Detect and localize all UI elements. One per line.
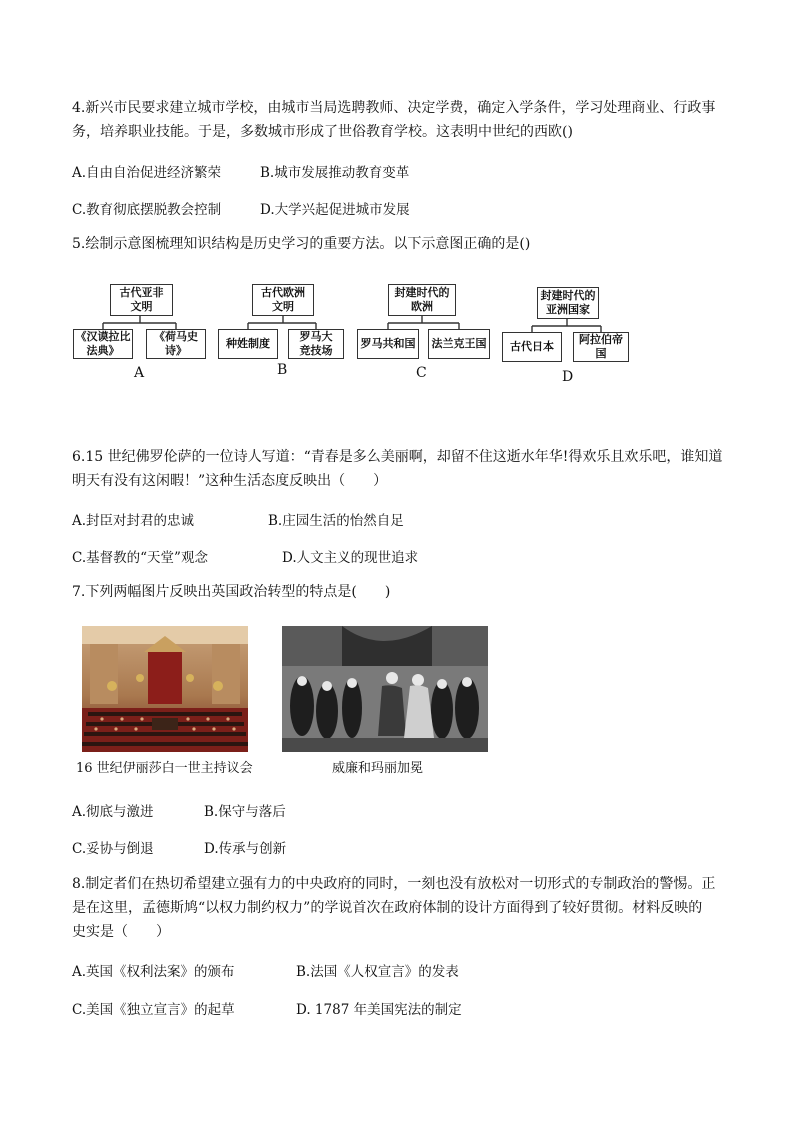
q6-option-a[interactable]: A.封臣对封君的忠诚	[72, 513, 195, 529]
q4-option-d[interactable]: D.大学兴起促进城市发展	[260, 202, 410, 218]
q4-option-c[interactable]: C.教育彻底摆脱教会控制	[72, 202, 222, 218]
q7-option-c[interactable]: C.妥协与倒退	[72, 841, 154, 857]
q4-stem-line2: 务，培养职业技能。于是，多数城市形成了世俗教育学校。这表明中世纪的西欧()	[72, 124, 573, 140]
diagram-d-right-box: 阿拉伯帝国	[573, 332, 629, 362]
q7-option-b[interactable]: B.保守与落后	[204, 804, 286, 820]
q8-option-d[interactable]: D. 1787 年美国宪法的制定	[296, 1002, 462, 1018]
q8-option-a[interactable]: A.英国《权利法案》的颁布	[72, 964, 235, 980]
q6-stem-line2: 明天有没有这闲暇！”这种生活态度反映出（ ）	[72, 473, 388, 489]
q8-stem-line3: 史实是（ ）	[72, 924, 170, 940]
coronation-engraving-image	[282, 626, 488, 752]
q6-stem-line1: 6.15 世纪佛罗伦萨的一位诗人写道：“青春是多么美丽啊，却留不住这逝水年华!得欢乐且欢乐吧，谁知道	[72, 449, 723, 465]
q8-stem-line1: 8.制定者们在热切希望建立强有力的中央政府的同时，一刻也没有放松对一切形式的专制政治的警惕。正	[72, 876, 716, 892]
diagram-a-label[interactable]: A	[134, 365, 145, 381]
q7-option-a[interactable]: A.彻底与激进	[72, 804, 154, 820]
diagram-d-left-box: 古代日本	[502, 332, 562, 362]
diagram-b-left-box: 种姓制度	[218, 329, 278, 359]
q4-option-a[interactable]: A.自由自治促进经济繁荣	[72, 165, 222, 181]
q7-stem-line1: 7.下列两幅图片反映出英国政治转型的特点是( )	[72, 584, 391, 600]
diagram-d-label[interactable]: D	[562, 369, 574, 385]
diagram-a-top-box: 古代亚非 文明	[110, 284, 173, 316]
diagram-b-top-box: 古代欧洲 文明	[252, 284, 314, 316]
q5-stem-line1: 5.绘制示意图梳理知识结构是历史学习的重要方法。以下示意图正确的是()	[72, 236, 531, 252]
diagram-c-top-box: 封建时代的 欧洲	[388, 284, 456, 316]
diagram-b-label[interactable]: B	[277, 362, 288, 378]
diagram-a-right-box: 《荷马史诗》	[146, 329, 206, 359]
q7-option-d[interactable]: D.传承与创新	[204, 841, 287, 857]
q6-option-b[interactable]: B.庄园生活的怡然自足	[268, 513, 404, 529]
q7-caption-1: 16 世纪伊丽莎白一世主持议会	[76, 761, 253, 776]
q4-option-b[interactable]: B.城市发展推动教育变革	[260, 165, 410, 181]
q7-caption-2: 威廉和玛丽加冕	[332, 761, 424, 776]
diagram-d-top-box: 封建时代的 亚洲国家	[537, 287, 599, 319]
q6-option-d[interactable]: D.人文主义的现世追求	[282, 550, 419, 566]
q8-option-b[interactable]: B.法国《人权宣言》的发表	[296, 964, 459, 980]
q8-stem-line2: 是在这里，孟德斯鸠“以权力制约权力”的学说首次在政府体制的设计方面得到了较好贯彻。材料反映的	[72, 900, 703, 916]
q4-stem-line1: 4.新兴市民要求建立城市学校，由城市当局选聘教师、决定学费，确定入学条件，学习处理商业、行政事	[72, 100, 716, 116]
diagram-b-right-box: 罗马大 竞技场	[288, 329, 344, 359]
q8-option-c[interactable]: C.美国《独立宣言》的起草	[72, 1002, 235, 1018]
diagram-c-right-box: 法兰克王国	[428, 329, 490, 359]
parliament-painting-image	[82, 626, 248, 752]
diagram-a-left-box: 《汉谟拉比 法典》	[73, 329, 133, 359]
q6-option-c[interactable]: C.基督教的“天堂”观念	[72, 550, 208, 566]
diagram-c-left-box: 罗马共和国	[357, 329, 419, 359]
diagram-c-label[interactable]: C	[416, 365, 427, 381]
